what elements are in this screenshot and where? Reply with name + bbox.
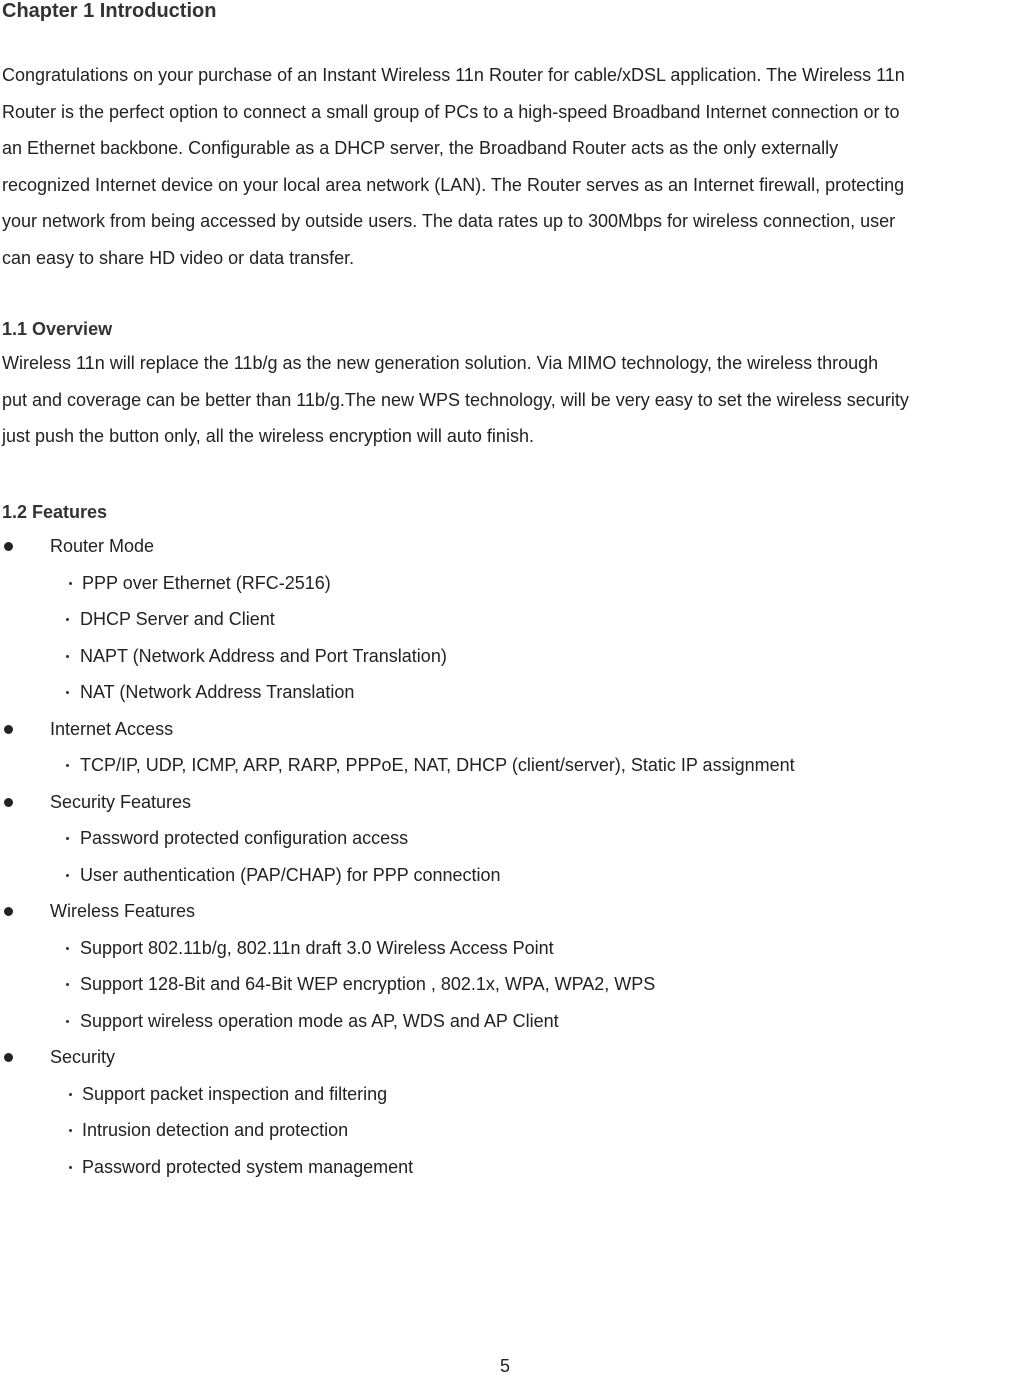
features-list (0, 528, 1010, 1185)
feature-item-label: Password protected configuration access (80, 828, 409, 848)
sub-bullet-icon (66, 691, 69, 694)
feature-category-label: Security (50, 1047, 116, 1067)
sub-bullet-icon (66, 655, 69, 658)
feature-item (0, 1003, 1010, 1040)
feature-item (0, 1076, 1010, 1113)
feature-item (0, 1112, 1010, 1149)
feature-item (0, 601, 1010, 638)
feature-category-label: Wireless Features (50, 901, 196, 921)
feature-item-label: Support wireless operation mode as AP, WDS and AP Client (80, 1010, 559, 1031)
intro-line: Congratulations on your purchase of an Instant Wireless 11n Router for cable/xDSL application. The Wireless 11n (2, 65, 905, 85)
feature-item (0, 674, 1010, 711)
sub-bullet-icon (66, 947, 69, 950)
feature-item (0, 747, 1010, 784)
feature-category-label: Router Mode (50, 536, 155, 556)
feature-category-security-features (0, 784, 1010, 821)
feature-category-label: Security Features (50, 791, 192, 812)
feature-item-label: Password protected system management (82, 1156, 414, 1177)
page-number: 5 (499, 1356, 510, 1376)
feature-category-label: Internet Access (50, 718, 174, 739)
feature-item (0, 1149, 1010, 1186)
feature-item (0, 966, 1010, 1003)
feature-item-label: Intrusion detection and protection (82, 1120, 349, 1140)
sub-bullet-icon (66, 764, 69, 767)
bullet-dot-icon (4, 907, 13, 916)
bullet-dot-icon (4, 798, 13, 807)
feature-item (0, 857, 1010, 894)
intro-line: Router is the perfect option to connect a small group of PCs to a high-speed Broadband Internet connection or to (2, 101, 900, 122)
sub-bullet-icon (69, 1129, 72, 1132)
overview-line: just push the button only, all the wireless encryption will auto finish. (2, 426, 534, 447)
sub-bullet-icon (69, 582, 72, 585)
feature-item (0, 565, 1010, 602)
feature-item-label: Support packet inspection and filtering (82, 1083, 388, 1104)
sub-bullet-icon (69, 1166, 72, 1169)
sub-bullet-icon (66, 837, 69, 840)
feature-category-security (0, 1039, 1010, 1076)
feature-item-label: PPP over Ethernet (RFC-2516) (82, 572, 331, 593)
feature-item-label: NAPT (Network Address and Port Translation) (80, 645, 447, 666)
sub-bullet-icon (66, 618, 69, 621)
feature-item-label: User authentication (PAP/CHAP) for PPP connection (80, 864, 501, 885)
feature-category-wireless-features (0, 893, 1010, 930)
intro-paragraph (2, 57, 1010, 277)
intro-line: your network from being accessed by outside users. The data rates up to 300Mbps for wireless connection, user (2, 211, 896, 232)
overview-paragraph (2, 345, 1010, 455)
sub-bullet-icon (66, 874, 69, 877)
feature-category-router-mode (0, 528, 1010, 565)
sub-bullet-icon (66, 1020, 69, 1023)
bullet-dot-icon (4, 725, 13, 734)
feature-item (0, 820, 1010, 857)
feature-item-label: TCP/IP, UDP, ICMP, ARP, RARP, PPPoE, NAT, DHCP (client/server), Static IP assignment (80, 755, 795, 775)
feature-item-label: DHCP Server and Client (80, 609, 275, 629)
intro-line: an Ethernet backbone. Configurable as a DHCP server, the Broadband Router acts as the only externally (2, 138, 839, 159)
bullet-dot-icon (4, 1053, 13, 1062)
overview-line: put and coverage can be better than 11b/g.The new WPS technology, will be very easy to set the wireless security (2, 389, 909, 410)
feature-item-label: Support 802.11b/g, 802.11n draft 3.0 Wireless Access Point (80, 937, 554, 958)
bullet-dot-icon (4, 542, 13, 551)
feature-item (0, 930, 1010, 967)
overview-line: Wireless 11n will replace the 11b/g as the new generation solution. Via MIMO technology, the wireless through (2, 353, 879, 373)
feature-item-label: NAT (Network Address Translation (80, 682, 355, 702)
intro-line: can easy to share HD video or data transfer. (2, 247, 355, 268)
chapter-title: Chapter 1 Introduction (2, 0, 217, 22)
intro-line: recognized Internet device on your local area network (LAN). The Router serves as an Internet firewall, protecting (2, 174, 905, 195)
sub-bullet-icon (66, 983, 69, 986)
sub-bullet-icon (69, 1093, 72, 1096)
overview-heading: 1.1 Overview (2, 319, 113, 339)
features-heading: 1.2 Features (2, 502, 108, 522)
feature-item (0, 638, 1010, 675)
feature-item-label: Support 128-Bit and 64-Bit WEP encryption , 802.1x, WPA, WPA2, WPS (80, 974, 656, 994)
feature-category-internet-access (0, 711, 1010, 748)
